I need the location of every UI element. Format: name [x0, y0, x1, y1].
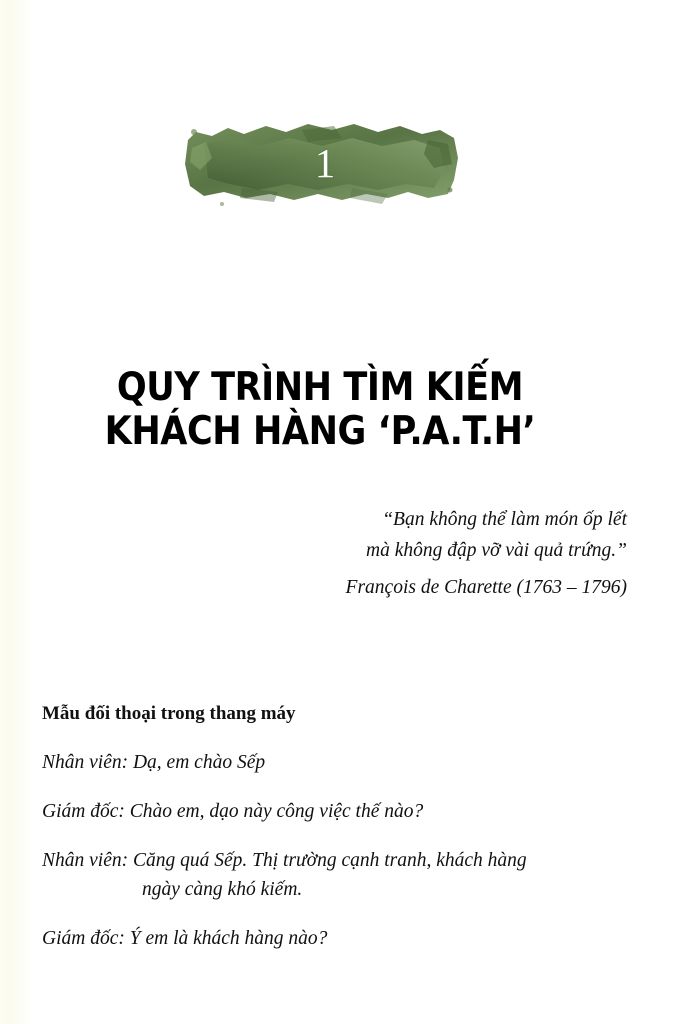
epigraph-line-2: mà không đập vỡ vài quả trứng.”: [366, 539, 627, 561]
epigraph-source: François de Charette (1763 – 1796): [345, 576, 627, 598]
dialogue-line-main: Giám đốc: Chào em, dạo này công việc thế nào?: [42, 800, 424, 822]
page-title-line-2: KHÁCH HÀNG ‘P.A.T.H’: [104, 408, 536, 454]
dialogue-line-main: Giám đốc: Ý em là khách hàng nào?: [42, 927, 328, 949]
dialogue-line-main: Nhân viên: Dạ, em chào Sếp: [42, 752, 266, 773]
chapter-number-mark: [182, 118, 462, 208]
chapter-number: 1: [314, 139, 336, 186]
dialogue-line-continuation: ngày càng khó kiếm.: [142, 878, 303, 900]
body-text: [42, 700, 634, 968]
page-title-line-1: QUY TRÌNH TÌM KIẾM: [116, 365, 524, 411]
epigraph-line-1: “Bạn không thể làm món ốp lết: [382, 509, 627, 530]
epigraph: [207, 505, 627, 603]
page-title: [68, 366, 572, 453]
dialogue-line: [42, 748, 634, 777]
dialogue-line: [42, 846, 634, 905]
dialogue-line: [42, 924, 634, 953]
body-heading: Mẫu đối thoại trong thang máy: [42, 703, 296, 724]
dialogue-line: [42, 797, 634, 826]
dialogue-line-main: Nhân viên: Căng quá Sếp. Thị trường cạnh tranh, khách hàng: [42, 849, 527, 871]
